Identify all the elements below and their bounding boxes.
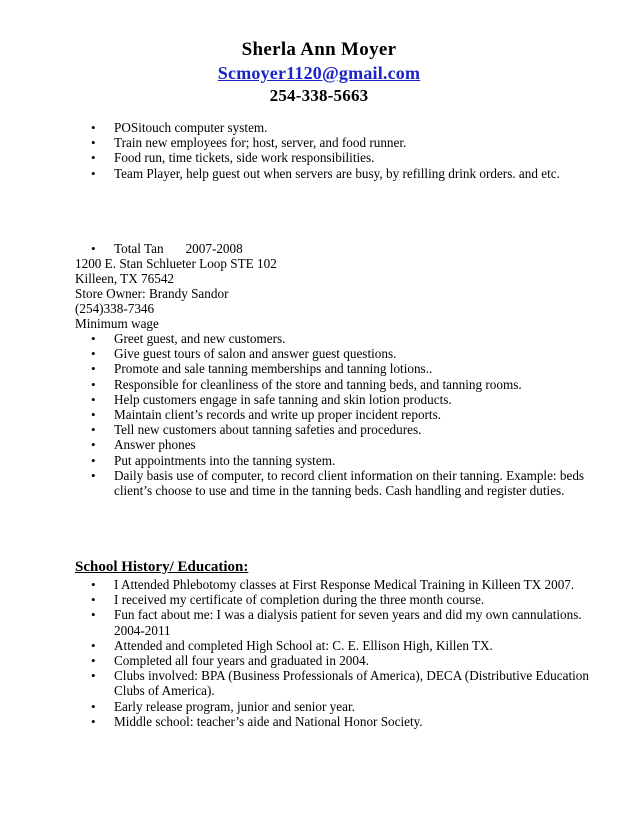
list-item: • Food run, time tickets, side work responsibilities. xyxy=(91,150,561,165)
address-line-2: Killeen, TX 76542 xyxy=(75,271,175,286)
store-owner: Store Owner: Brandy Sandor xyxy=(75,286,229,301)
list-item: • Daily basis use of computer, to record client information on their tanning. Example: beds client’s choose to use and time in the tanning beds. Cash handling and register duties. xyxy=(91,468,606,498)
list-item: • Completed all four years and graduated in 2004. xyxy=(91,653,591,668)
applicant-name: Sherla Ann Moyer xyxy=(241,39,397,60)
second-job-duties xyxy=(91,331,606,498)
list-item: • Promote and sale tanning memberships and tanning lotions.. xyxy=(91,361,606,376)
list-item: • Put appointments into the tanning system. xyxy=(91,453,606,468)
list-item: • Help customers engage in safe tanning and skin lotion products. xyxy=(91,392,606,407)
list-item: • Answer phones xyxy=(91,437,606,452)
employer-name: Total Tan xyxy=(114,241,164,256)
email-link[interactable]: Scmoyer1120@gmail.com xyxy=(217,63,421,83)
list-item: • I Attended Phlebotomy classes at First Response Medical Training in Killeen TX 2007. xyxy=(91,577,591,592)
wage: Minimum wage xyxy=(75,316,159,331)
list-item: • Team Player, help guest out when servers are busy, by refilling drink orders. and etc. xyxy=(91,166,561,181)
list-item: • Attended and completed High School at: C. E. Ellison High, Killen TX. xyxy=(91,638,591,653)
list-item: • POSitouch computer system. xyxy=(91,120,561,135)
list-item: • Fun fact about me: I was a dialysis patient for seven years and did my own cannulations. 2004-2011 xyxy=(91,607,591,637)
first-job-duties xyxy=(91,120,561,181)
list-item: • Greet guest, and new customers. xyxy=(91,331,606,346)
education-section-title: School History/ Education: xyxy=(75,559,249,575)
education-list xyxy=(91,577,591,729)
list-item: • Early release program, junior and senior year. xyxy=(91,699,591,714)
list-item: • Middle school: teacher’s aide and National Honor Society. xyxy=(91,714,591,729)
list-item: • Clubs involved: BPA (Business Professionals of America), DECA (Distributive Education Clubs of America). xyxy=(91,668,591,698)
list-item: • Train new employees for; host, server, and food runner. xyxy=(91,135,561,150)
list-item: • Responsible for cleanliness of the store and tanning beds, and tanning rooms. xyxy=(91,377,606,392)
job-years: 2007-2008 xyxy=(185,241,243,256)
list-item: • Maintain client’s records and write up proper incident reports. xyxy=(91,407,606,422)
job-title xyxy=(91,241,491,256)
list-item: • I received my certificate of completion during the three month course. xyxy=(91,592,591,607)
address-line-1: 1200 E. Stan Schlueter Loop STE 102 xyxy=(75,256,277,271)
phone-number: 254-338-5663 xyxy=(269,86,369,105)
list-item: • Give guest tours of salon and answer guest questions. xyxy=(91,346,606,361)
second-job-heading xyxy=(91,241,491,256)
list-item: • Tell new customers about tanning safeties and procedures. xyxy=(91,422,606,437)
employer-phone: (254)338-7346 xyxy=(75,301,155,316)
